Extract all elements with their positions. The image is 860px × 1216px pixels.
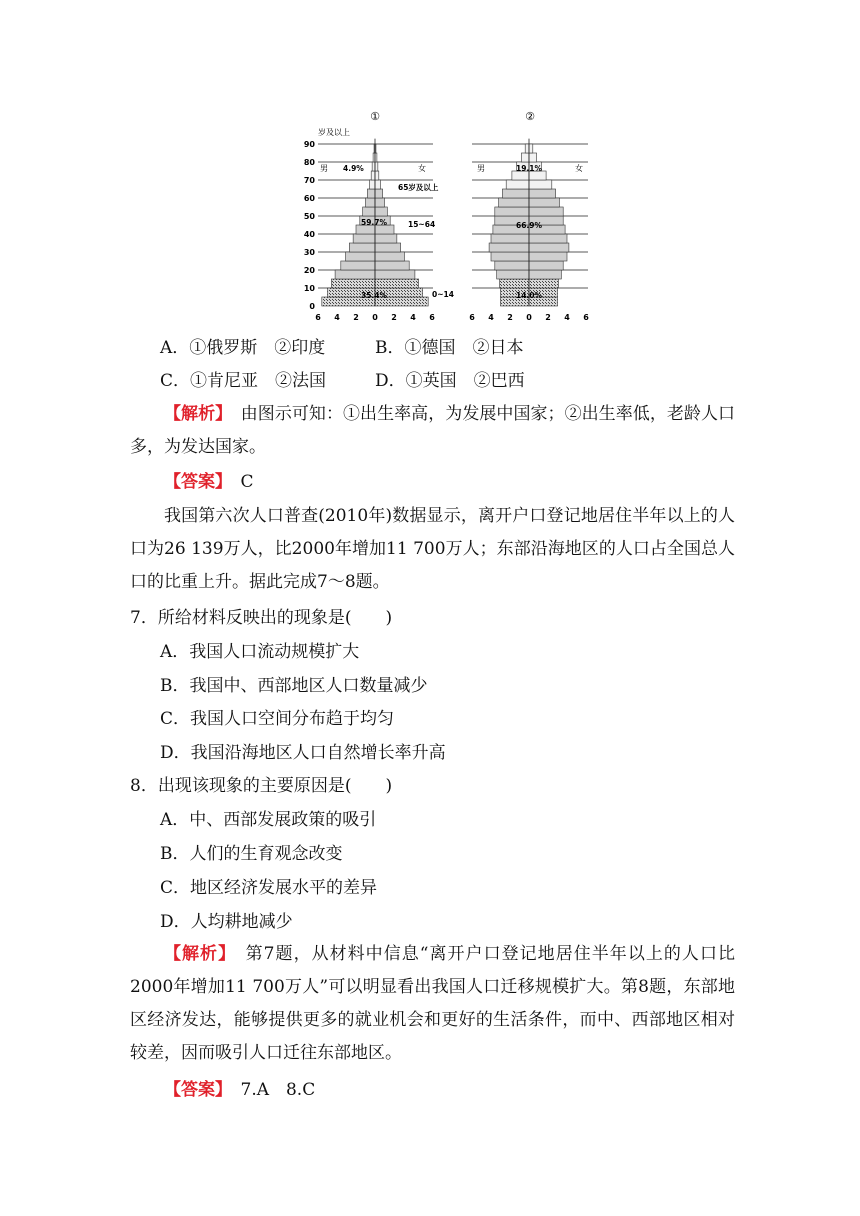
pyramid-2-female-bar — [529, 189, 556, 198]
q7-stem: 7．所给材料反映出的现象是( ) — [130, 608, 393, 628]
x-tick-label: 4 — [564, 313, 570, 322]
x-tick-label: 2 — [507, 313, 513, 322]
pyramid-2-male-bar — [495, 207, 529, 216]
pyramid-2-female-bar — [529, 144, 533, 153]
pyramid-1-male-bar — [353, 234, 375, 243]
age-tick-label: 0 — [309, 302, 315, 311]
q8-option-b: B．人们的生育观念改变 — [160, 844, 343, 864]
q6-option-b: B．①德国 ②日本 — [375, 338, 524, 358]
pyramid-2-female-bar — [529, 234, 567, 243]
pyramid-2-male-bar — [525, 144, 529, 153]
answer-2-text: 7.A 8.C — [223, 1080, 316, 1100]
pyramid-2-female-bar — [529, 261, 563, 270]
explanation-1 — [130, 398, 735, 464]
pyramid-2-male-bar — [521, 153, 529, 162]
pyramid-2-male-bar — [500, 279, 529, 288]
pyramid-2-female-bar — [529, 180, 552, 189]
answer-1-tag: 【答案】 — [164, 472, 224, 492]
age-tick-label: 40 — [303, 230, 315, 239]
pyramid-2-male-bar — [495, 261, 529, 270]
pyramid-1-female-bar — [375, 180, 381, 189]
x-tick-label: 6 — [583, 313, 589, 322]
pyramid-2-female-bar — [529, 198, 559, 207]
q7-option-b: B．我国中、西部地区人口数量减少 — [160, 676, 428, 696]
x-tick-label: 6 — [469, 313, 475, 322]
pyramid-1-male-bar — [371, 171, 375, 180]
x-tick-label: 6 — [315, 313, 321, 322]
pyramid-2-female-bar — [529, 279, 558, 288]
x-tick-label: 2 — [545, 313, 551, 322]
pyramid-1-female-bar — [375, 162, 378, 171]
x-tick-label: 6 — [429, 313, 435, 322]
pyramid-2-male-bar — [502, 189, 529, 198]
pyramid-1-title: ① — [370, 110, 380, 123]
explanation-2-text: 第7题，从材料中信息“离开户口登记地居住半年以上的人口比2000年增加11 700万人”可以明显看出我国人口迁移规模扩大。第8题，东部地区经济发达，能够提供更多的就业机会和更好的生活条件，而中、西部地区相对较差，因而吸引人口迁往东部地区。 — [130, 944, 735, 1063]
pyramid-2-title: ② — [525, 110, 535, 123]
age-tick-label: 50 — [303, 212, 315, 221]
p1-young-label: 0~14 — [432, 290, 454, 299]
q6-option-a: A．①俄罗斯 ②印度 — [160, 338, 326, 358]
pyramid-1-male-bar — [363, 207, 375, 216]
pyramid-1-male-bar — [349, 243, 375, 252]
age-tick-label: 10 — [303, 284, 315, 293]
age-tick-label: 70 — [303, 176, 315, 185]
pyramid-1-female-bar — [375, 252, 404, 261]
q6-option-d: D．①英国 ②巴西 — [375, 371, 525, 391]
pyramid-2-female-bar — [529, 270, 561, 279]
pyramid-2-male-bar — [491, 234, 529, 243]
pyramid-1-female-bar — [375, 270, 415, 279]
p1-old-pct: 4.9% — [343, 164, 364, 173]
x-tick-label: 4 — [334, 313, 340, 322]
pyramid-2-male-label: 男 — [477, 164, 485, 173]
p1-mid-label: 15~64 — [408, 220, 436, 229]
p1-mid-pct: 59.7% — [360, 218, 388, 227]
x-tick-label: 4 — [488, 313, 494, 322]
pyramid-1-female-bar — [375, 207, 387, 216]
answer-1 — [130, 466, 735, 499]
q8-option-a: A．中、西部发展政策的吸引 — [160, 810, 377, 830]
pyramid-1-female-bar — [375, 198, 385, 207]
pyramid-1-male-bar — [346, 252, 375, 261]
q7-option-d: D．我国沿海地区人口自然增长率升高 — [160, 743, 446, 763]
answer-2 — [130, 1074, 735, 1107]
pyramid-2-male-bar — [497, 270, 529, 279]
pyramid-2-male-bar — [491, 252, 529, 261]
pyramid-1-male-bar — [341, 261, 375, 270]
q6-option-c: C．①肯尼亚 ②法国 — [160, 371, 327, 391]
pyramid-2-female-bar — [529, 153, 537, 162]
explanation-1-text: 由图示可知：①出生率高，为发展中国家；②出生率低，老龄人口多，为发达国家。 — [130, 404, 736, 457]
pyramid-1-female-bar — [375, 243, 401, 252]
pyramid-1-male-bar — [331, 279, 375, 288]
age-tick-label: 60 — [303, 194, 315, 203]
p2-young-pct: 14.0% — [515, 291, 543, 300]
pyramid-1-female-label: 女 — [418, 164, 426, 173]
pyramid-1-female-bar — [375, 279, 419, 288]
p2-mid-pct: 66.9% — [515, 221, 543, 230]
p2-old-pct: 19.1% — [515, 164, 543, 173]
pyramid-2-female-label: 女 — [575, 164, 583, 173]
pyramid-1-female-bar — [375, 261, 409, 270]
age-unit-label: 岁及以上 — [318, 128, 350, 137]
age-tick-label: 90 — [303, 140, 315, 149]
x-tick-label: 0 — [372, 313, 378, 322]
p1-old-label: 65岁及以上 — [398, 183, 439, 192]
x-tick-label: 0 — [526, 313, 532, 322]
age-tick-label: 80 — [303, 158, 315, 167]
age-tick-label: 30 — [303, 248, 315, 257]
x-tick-label: 2 — [353, 313, 359, 322]
explanation-2 — [130, 938, 735, 1070]
answer-2-tag: 【答案】 — [164, 1080, 224, 1100]
pyramid-2-male-bar — [506, 180, 529, 189]
x-tick-label: 4 — [410, 313, 416, 322]
answer-1-text: C — [223, 472, 254, 492]
pyramid-1-male-label: 男 — [320, 164, 328, 173]
pyramid-2-female-bar — [529, 252, 567, 261]
pyramid-1-female-bar — [375, 189, 383, 198]
q7-option-a: A．我国人口流动规模扩大 — [160, 642, 360, 662]
x-tick-label: 2 — [391, 313, 397, 322]
pyramid-1-male-bar — [367, 189, 375, 198]
q8-stem: 8．出现该现象的主要原因是( ) — [130, 776, 393, 796]
pyramid-2-male-bar — [489, 243, 529, 252]
explanation-2-tag: 【解析】 — [164, 944, 228, 964]
explanation-1-tag: 【解析】 — [164, 404, 224, 424]
pyramid-1-female-bar — [375, 171, 379, 180]
age-tick-label: 20 — [303, 266, 315, 275]
pyramid-2-female-bar — [529, 207, 563, 216]
population-pyramids-figure — [300, 108, 600, 330]
pyramid-1-male-bar — [372, 162, 375, 171]
q8-option-d: D．人均耕地减少 — [160, 912, 293, 932]
pyramid-1-male-bar — [369, 180, 375, 189]
pyramid-1-male-bar — [366, 198, 376, 207]
q8-option-c: C．地区经济发展水平的差异 — [160, 878, 378, 898]
pyramid-2-male-bar — [499, 198, 529, 207]
material-paragraph: 我国第六次人口普查(2010年)数据显示，离开户口登记地居住半年以上的人口为26 139万人，比2000年增加11 700万人；东部沿海地区的人口占全国总人口的比重上升。据此完成7～8题。 — [130, 506, 735, 592]
pyramid-1-male-bar — [335, 270, 375, 279]
pyramid-1-female-bar — [375, 234, 397, 243]
q7-option-c: C．我国人口空间分布趋于均匀 — [160, 709, 395, 729]
pyramid-2-female-bar — [529, 243, 569, 252]
p1-young-pct: 35.4% — [360, 291, 388, 300]
